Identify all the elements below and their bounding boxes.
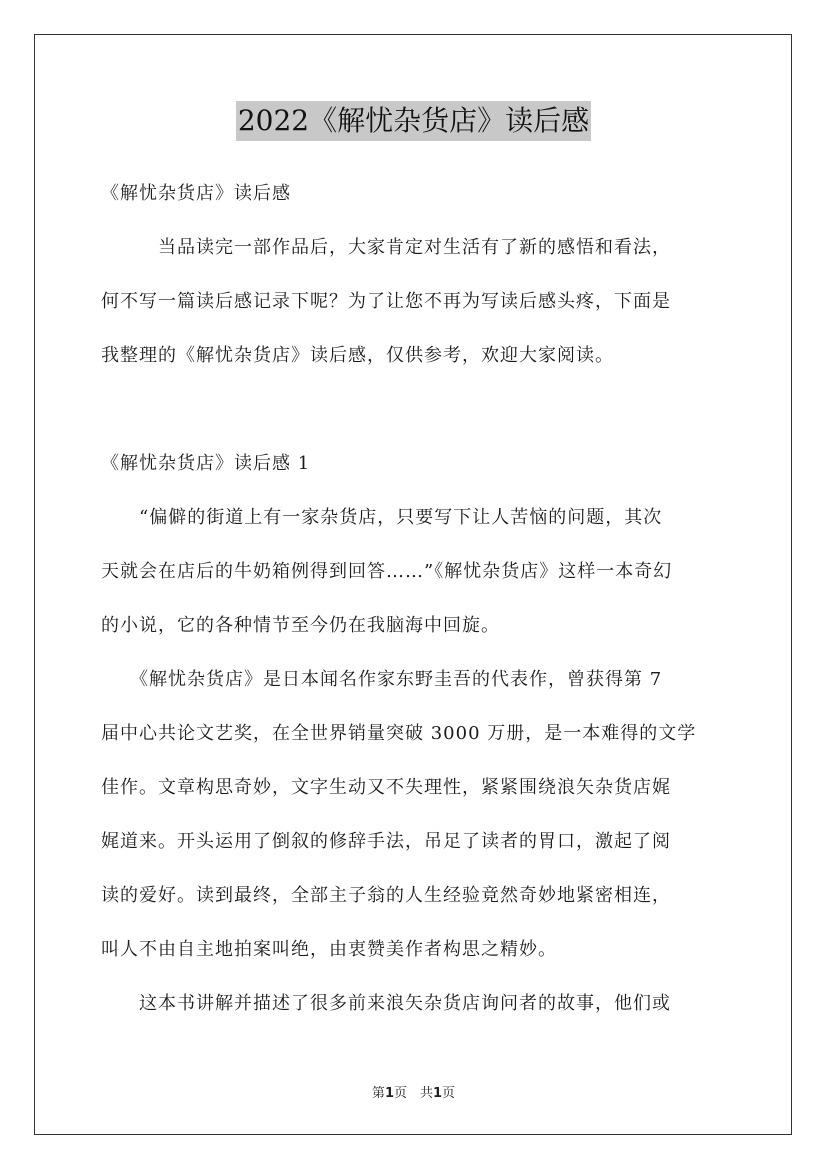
subtitle: 《解忧杂货店》读后感 (101, 183, 291, 204)
intro-line-1: 当品读完一部作品后，大家肯定对生活有了新的感悟和看法， (101, 237, 671, 258)
footer-page-number: 1 (384, 1086, 394, 1101)
footer-page-mid: 页 共 (393, 1086, 433, 1101)
para2-line-3: 佳作。文章构思奇妙，文字生动又不失理性，紧紧围绕浪矢杂货店娓 (101, 777, 671, 798)
para2-line-2: 届中心共论文艺奖，在全世界销量突破 3000 万册，是一本难得的文学 (101, 723, 697, 744)
blank-gap (101, 374, 751, 446)
spacer (101, 590, 751, 608)
spacer (101, 914, 751, 932)
spacer (101, 212, 751, 230)
spacer (101, 752, 751, 770)
para3-line-1: 这本书讲解并描述了很多前来浪矢杂货店询问者的故事，他们或 (101, 993, 671, 1014)
para1-line-1: “偏僻的街道上有一家杂货店，只要写下让人苦恼的问题，其次 (101, 507, 663, 528)
intro-line-2: 何不写一篇读后感记录下呢？为了让您不再为写读后感头疼，下面是 (101, 291, 671, 312)
para2-line-4: 娓道来。开头运用了倒叙的修辞手法，吊足了读者的胃口，激起了阅 (101, 831, 671, 852)
para2-line-6: 叫人不由自主地拍案叫绝，由衷赞美作者构思之精妙。 (101, 939, 557, 960)
spacer (101, 860, 751, 878)
para1-line-3: 的小说，它的各种情节至今仍在我脑海中回旋。 (101, 615, 500, 636)
page-footer (0, 1082, 827, 1101)
spacer (101, 968, 751, 986)
title-wrap (0, 101, 827, 141)
footer-page-post: 页 (442, 1086, 456, 1101)
spacer (101, 482, 751, 500)
section-heading: 《解忧杂货店》读后感 1 (101, 453, 311, 474)
spacer (101, 644, 751, 662)
para2-line-5: 读的爱好。读到最终，全部主子翁的人生经验竟然奇妙地紧密相连， (101, 885, 671, 906)
document-title: 2022《解忧杂货店》读后感 (236, 101, 591, 141)
para2-line-1: 《解忧杂货店》是日本闻名作家东野圭吾的代表作，曾获得第 7 (101, 669, 663, 690)
spacer (101, 536, 751, 554)
spacer (101, 698, 751, 716)
para1-line-2: 天就会在店后的牛奶箱例得到回答……”《解忧杂货店》这样一本奇幻 (101, 561, 673, 582)
spacer (101, 266, 751, 284)
footer-page-total: 1 (433, 1086, 443, 1101)
spacer (101, 806, 751, 824)
document-body (101, 176, 751, 1022)
footer-page-pre: 第 (371, 1086, 385, 1101)
intro-line-3: 我整理的《解忧杂货店》读后感，仅供参考，欢迎大家阅读。 (101, 345, 614, 366)
spacer (101, 320, 751, 338)
